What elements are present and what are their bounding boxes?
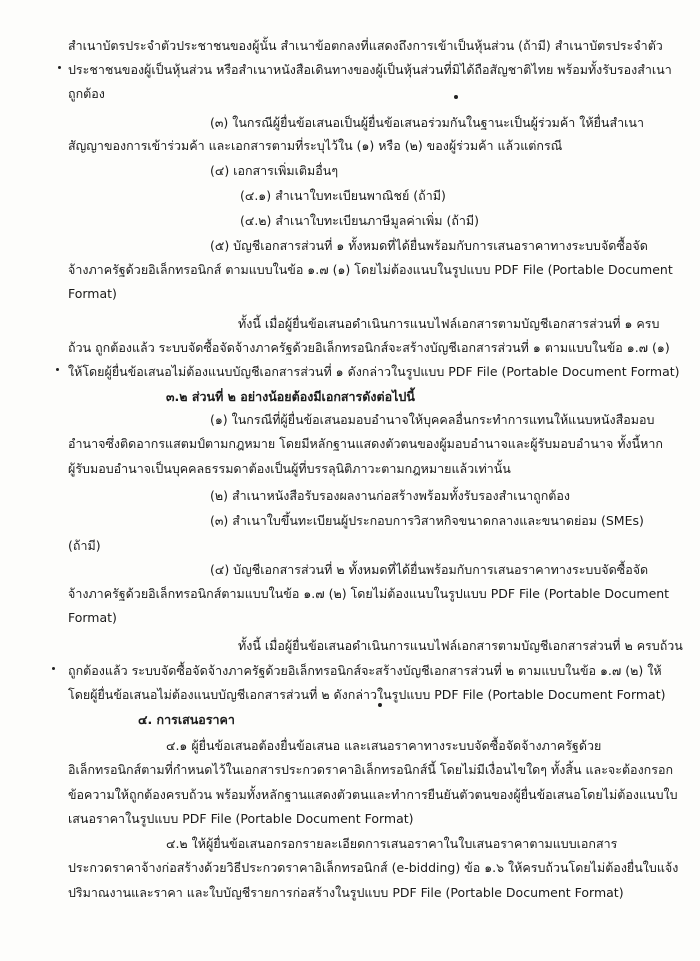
- text-line: Format): [68, 286, 117, 301]
- text-line: โดยผู้ยื่นข้อเสนอไม่ต้องแนบบัญชีเอกสารส่วนที่ ๒ ดังกล่าวในรูปแบบ PDF File (Portable Document Format): [68, 687, 666, 702]
- text-line: ๔.๑ ผู้ยื่นข้อเสนอต้องยื่นข้อเสนอ และเสนอราคาทางระบบจัดซื้อจัดจ้างภาครัฐด้วย: [166, 738, 602, 753]
- text-line: (๔) บัญชีเอกสารส่วนที่ ๒ ทั้งหมดที่ได้ยื่นพร้อมกับการเสนอราคาทางระบบจัดซื้อจัด: [210, 562, 649, 577]
- text-line: ผู้รับมอบอำนาจเป็นบุคคลธรรมดาต้องเป็นผู้ที่บรรลุนิติภาวะตามกฎหมายแล้วเท่านั้น: [68, 461, 511, 476]
- text-line: อำนาจซึ่งติดอากรแสตมป์ตามกฎหมาย โดยมีหลักฐานแสดงตัวตนของผู้มอบอำนาจและผู้รับมอบอำนาจ ทั้งนี้หาก: [68, 436, 663, 451]
- text-line: สำเนาบัตรประจำตัวประชาชนของผู้นั้น สำเนาข้อตกลงที่แสดงถึงการเข้าเป็นหุ้นส่วน (ถ้ามี) สำเนาบัตรประจำตัว: [68, 38, 663, 53]
- text-line: ทั้งนี้ เมื่อผู้ยื่นข้อเสนอดำเนินการแนบไฟล์เอกสารตามบัญชีเอกสารส่วนที่ ๑ ครบ: [238, 316, 660, 331]
- text-line: (๔.๒) สำเนาใบทะเบียนภาษีมูลค่าเพิ่ม (ถ้ามี): [240, 213, 480, 228]
- text-line: ให้โดยผู้ยื่นข้อเสนอไม่ต้องแนบบัญชีเอกสารส่วนที่ ๑ ดังกล่าวในรูปแบบ PDF File (Portable Document Format): [68, 364, 680, 379]
- text-line: จ้างภาครัฐด้วยอิเล็กทรอนิกส์ตามแบบในข้อ ๑.๗ (๒) โดยไม่ต้องแนบในรูปแบบ PDF File (Portable Document: [68, 586, 670, 601]
- text-line: (๓) สำเนาใบขึ้นทะเบียนผู้ประกอบการวิสาหกิจขนาดกลางและขนาดย่อม (SMEs): [210, 513, 644, 528]
- text-line: จ้างภาครัฐด้วยอิเล็กทรอนิกส์ ตามแบบในข้อ ๑.๗ (๑) โดยไม่ต้องแนบในรูปแบบ PDF File (Portable Document: [68, 262, 673, 277]
- text-line: Format): [68, 610, 117, 625]
- text-line: สัญญาของการเข้าร่วมค้า และเอกสารตามที่ระบุไว้ใน (๑) หรือ (๒) ของผู้ร่วมค้า แล้วแต่กรณี: [68, 138, 563, 153]
- text-line: (๔.๑) สำเนาใบทะเบียนพาณิชย์ (ถ้ามี): [240, 188, 446, 203]
- text-line: ถูกต้อง: [68, 86, 105, 101]
- text-line: ๔.๒ ให้ผู้ยื่นข้อเสนอกรอกรายละเอียดการเสนอราคาในใบเสนอราคาตามแบบเอกสาร: [166, 836, 618, 851]
- text-line: (๕) บัญชีเอกสารส่วนที่ ๑ ทั้งหมดที่ได้ยื่นพร้อมกับการเสนอราคาทางระบบจัดซื้อจัด: [210, 238, 648, 253]
- text-line: ประชาชนของผู้เป็นหุ้นส่วน หรือสำเนาหนังสือเดินทางของผู้เป็นหุ้นส่วนที่มิได้ถือสัญชาติไทย พร้อมทั้งรับรองสำเนา: [68, 62, 672, 77]
- scan-speck: [52, 667, 55, 670]
- text-line: (๓) ในกรณีผู้ยื่นข้อเสนอเป็นผู้ยื่นข้อเสนอร่วมกันในฐานะเป็นผู้ร่วมค้า ให้ยื่นสำเนา: [210, 115, 644, 130]
- text-line: (ถ้ามี): [68, 538, 101, 553]
- text-line: (๔) เอกสารเพิ่มเติมอื่นๆ: [210, 163, 339, 178]
- text-line: (๒) สำเนาหนังสือรับรองผลงานก่อสร้างพร้อมทั้งรับรองสำเนาถูกต้อง: [210, 488, 571, 503]
- text-line: เสนอราคาในรูปแบบ PDF File (Portable Document Format): [68, 811, 414, 826]
- text-line: (๑) ในกรณีที่ผู้ยื่นข้อเสนอมอบอำนาจให้บุคคลอื่นกระทำการแทนให้แนบหนังสือมอบ: [210, 412, 655, 427]
- text-line: ประกวดราคาจ้างก่อสร้างด้วยวิธีประกวดราคาอิเล็กทรอนิกส์ (e-bidding) ข้อ ๑.๖ ให้ครบถ้วนโดยไม่ต้องยื่นใบแจ้ง: [68, 860, 679, 875]
- text-line: ข้อความให้ถูกต้องครบถ้วน พร้อมทั้งหลักฐานแสดงตัวตนและทำการยืนยันตัวตนของผู้ยื่นข้อเสนอโดยไม่ต้องแนบใบ: [68, 787, 678, 802]
- section-heading: ๔. การเสนอราคา: [138, 712, 235, 727]
- text-line: ถูกต้องแล้ว ระบบจัดซื้อจัดจ้างภาครัฐด้วยอิเล็กทรอนิกส์จะสร้างบัญชีเอกสารส่วนที่ ๒ ตามแบบในข้อ ๑.๗ (๒) ให้: [68, 663, 662, 678]
- section-heading: ๓.๒ ส่วนที่ ๒ อย่างน้อยต้องมีเอกสารดังต่อไปนี้: [166, 389, 415, 404]
- text-line: ปริมาณงานและราคา และใบบัญชีรายการก่อสร้างในรูปแบบ PDF File (Portable Document Format): [68, 885, 624, 900]
- text-line: ถ้วน ถูกต้องแล้ว ระบบจัดซื้อจัดจ้างภาครัฐด้วยอิเล็กทรอนิกส์จะสร้างบัญชีเอกสารส่วนที่ ๑ ตามแบบในข้อ ๑.๗ (๑): [68, 340, 670, 355]
- scan-speck: [378, 703, 382, 707]
- scan-speck: [58, 66, 61, 69]
- text-line: อิเล็กทรอนิกส์ตามที่กำหนดไว้ในเอกสารประกวดราคาอิเล็กทรอนิกส์นี้ โดยไม่มีเงื่อนไขใดๆ ทั้งสิ้น และจะต้องกรอก: [68, 762, 674, 777]
- scan-speck: [56, 368, 59, 371]
- text-line: ทั้งนี้ เมื่อผู้ยื่นข้อเสนอดำเนินการแนบไฟล์เอกสารตามบัญชีเอกสารส่วนที่ ๒ ครบถ้วน: [238, 638, 683, 653]
- scan-speck: [454, 95, 458, 99]
